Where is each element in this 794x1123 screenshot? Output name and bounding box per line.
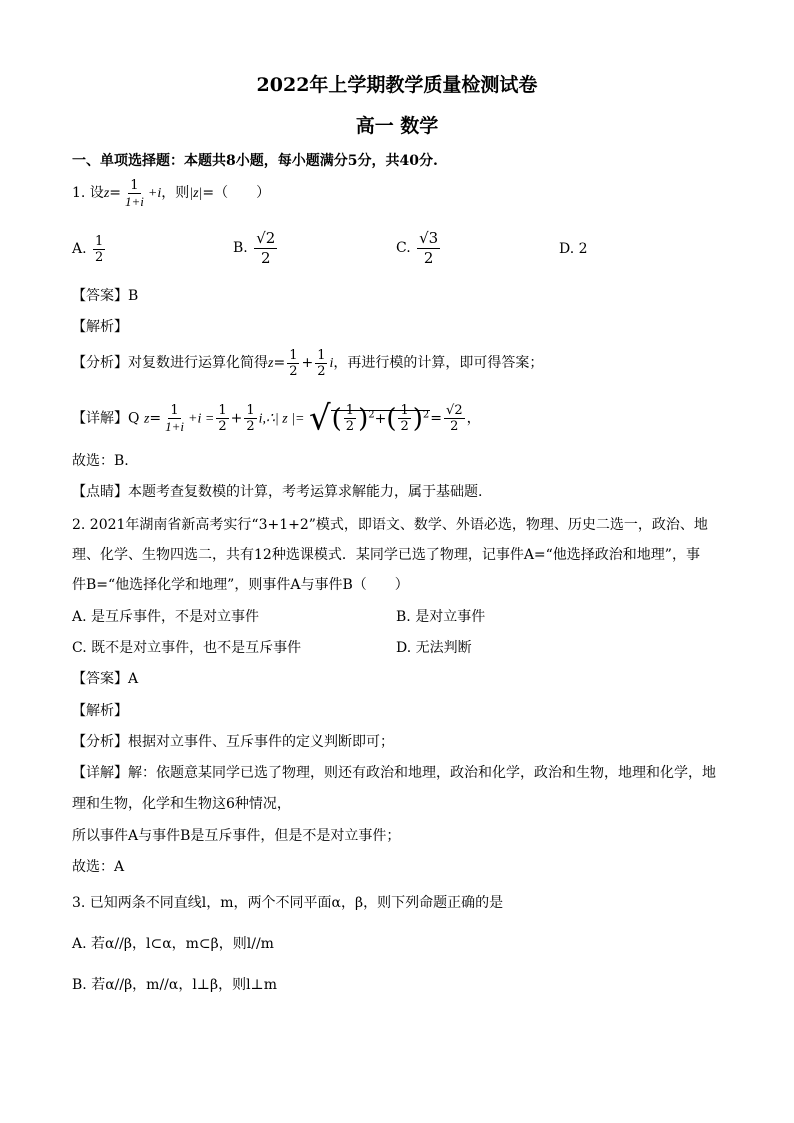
q1-xiangjie-plus: +: [230, 410, 243, 427]
q2-stem-line1: 2. 2021年湖南省新高考实行“3+1+2”模式，即语文、数学、外语必选，物理、历史二选一，政治、地: [72, 517, 708, 533]
q1-var-z: z: [103, 186, 110, 201]
q2-xiangjie-line1: 【详解】解：依题意某同学已选了物理，则还有政治和地理，政治和化学，政治和生物，地理和化学，地: [72, 765, 716, 781]
q1-xiangjie-frac2: [216, 403, 228, 434]
q1-mid: ，则: [161, 185, 190, 201]
q2-choose: 故选：A: [72, 859, 125, 875]
q1-exp-1: 2: [368, 409, 375, 420]
q1-fenxi-frac2-num: 1: [317, 347, 326, 363]
q1-fenxi-frac1-num: 1: [289, 347, 298, 363]
q1-option-b-den: 2: [260, 248, 271, 267]
q1-option-c: [396, 228, 442, 268]
q1-frac-den: 1+i: [125, 193, 144, 209]
q1-fenxi-plus: +: [301, 355, 314, 371]
q2-fenxi: 【分析】根据对立事件、互斥事件的定义判断即可；: [72, 734, 394, 750]
q1-fenxi-i: i: [329, 356, 334, 371]
q1-exp-2: 2: [422, 409, 430, 420]
q1-xiangjie-mid: +i =: [188, 411, 215, 427]
q1-choose: 故选：B.: [72, 453, 129, 469]
q1-xiangjie-frac1: [163, 403, 186, 434]
q2-analysis-head: 【解析】: [72, 703, 128, 719]
q2-option-b: B. 是对立事件: [396, 609, 486, 625]
q1-sqrt-frac2-num: 1: [400, 403, 409, 419]
q1-option-b-num: √2: [256, 228, 276, 247]
q1-xiangjie: [72, 392, 481, 443]
q1-xiangjie-frac1-num: 1: [170, 403, 179, 419]
q1-sqrt-sign: √: [308, 398, 331, 439]
q1-sqrt-frac1: [344, 403, 356, 434]
q1-sqrt-frac2: [398, 403, 410, 434]
q1-fenxi-frac1-den: 2: [289, 363, 298, 379]
q1-eq: =: [109, 185, 121, 201]
q1-rparen-1: ): [358, 403, 369, 434]
exam-title: 2022年上学期教学质量检测试卷: [256, 74, 538, 96]
q1-xiangjie-prefix: 【详解】: [72, 410, 128, 427]
q1-option-a-frac: [93, 234, 105, 265]
q1-sqrt-radicand: [331, 403, 431, 435]
q1-option-a: [72, 232, 107, 266]
q1-option-a-label: A.: [72, 241, 87, 257]
q1-abs: |z|: [189, 186, 203, 201]
q1-option-c-den: 2: [423, 248, 434, 267]
q1-fenxi-frac2: [315, 348, 327, 379]
q1-sqrt-frac2-den: 2: [400, 419, 409, 435]
q1-fraction: [123, 178, 146, 209]
q1-xiangjie-end: ，: [466, 410, 481, 427]
q3-option-a: A. 若α//β，l⊂α，m⊂β，则l//m: [72, 936, 274, 952]
q1-dianjing: 【点睛】本题考查复数模的计算，考考运算求解能力，属于基础题.: [72, 484, 483, 500]
q2-option-d: D. 无法判断: [396, 640, 472, 656]
q1-option-c-num: √3: [419, 228, 439, 247]
q1-prefix: 1. 设: [72, 185, 104, 201]
q1-result-den: 2: [450, 419, 459, 435]
q1-result-num: √2: [446, 403, 463, 419]
section-heading: 一、单项选择题：本题共8小题，每小题满分5分，共40分.: [72, 153, 438, 169]
q1-rparen-2: ): [412, 403, 423, 434]
q1-fenxi-z: z: [268, 356, 274, 371]
q1-xiangjie-frac3: [244, 403, 256, 434]
q1-xiangjie-after: i,∴| z |=: [258, 411, 305, 427]
q1-answer: 【答案】B: [72, 288, 139, 304]
q1-option-b: [233, 228, 279, 268]
q1-option-a-num: 1: [95, 233, 104, 249]
q1-stem: [72, 176, 270, 211]
q1-xiangjie-frac3-num: 1: [246, 403, 255, 419]
q3-stem: 3. 已知两条不同直线l，m，两个不同平面α，β，则下列命题正确的是: [72, 895, 504, 911]
q1-lparen-2: (: [386, 403, 397, 434]
q1-sqrt-plus: +: [374, 410, 387, 427]
q1-xiangjie-z: z: [143, 411, 150, 427]
q1-sqrt-expression: [309, 392, 430, 442]
q1-xiangjie-result: [444, 403, 465, 434]
q1-fenxi-frac2-den: 2: [317, 363, 326, 379]
q1-analysis-head: 【解析】: [72, 319, 128, 335]
exam-subtitle: 高一 数学: [355, 115, 439, 137]
q1-xiangjie-frac2-num: 1: [218, 403, 227, 419]
q1-option-c-label: C.: [396, 240, 411, 256]
q1-xiangjie-eq2: =: [430, 410, 443, 427]
q1-fenxi-tail: ，再进行模的计算，即可得答案；: [333, 355, 544, 371]
q1-option-b-frac: [254, 229, 277, 268]
q1-tail: =（ ）: [202, 185, 271, 201]
q2-xiangjie-line3: 所以事件A与事件B是互斥事件，但是不是对立事件；: [72, 828, 401, 844]
q1-xiangjie-frac1-den: 1+i: [165, 419, 185, 435]
q1-sqrt-frac1-num: 1: [345, 403, 355, 419]
q2-option-a: A. 是互斥事件，不是对立事件: [72, 609, 260, 625]
q2-stem-line2: 理、化学、生物四选二，共有12种选课模式．某同学已选了物理，记事件A=“他选择政治和地理”，事: [72, 547, 700, 563]
q1-xiangjie-eq1: =: [149, 410, 162, 427]
q2-xiangjie-line2: 理和生物，化学和生物这6种情况，: [72, 796, 291, 812]
q1-fenxi-frac1: [287, 348, 299, 379]
q2-answer: 【答案】A: [72, 671, 139, 687]
q1-option-a-den: 2: [95, 249, 104, 265]
q1-option-d: D. 2: [559, 241, 588, 257]
q3-option-b: B. 若α//β，m//α，l⊥β，则l⊥m: [72, 977, 277, 993]
q1-lparen-1: (: [331, 403, 342, 434]
q1-fenxi-eq: =: [273, 355, 286, 371]
q1-option-c-frac: [417, 229, 440, 268]
q1-xiangjie-frac2-den: 2: [218, 419, 227, 435]
q1-plus-i: +i: [147, 186, 162, 201]
q1-sqrt-frac1-den: 2: [345, 419, 355, 435]
q2-option-c: C. 既不是对立事件，也不是互斥事件: [72, 640, 302, 656]
q1-fenxi: [72, 345, 543, 382]
q2-stem-line3: 件B=“他选择化学和地理”，则事件A与事件B（ ）: [72, 577, 409, 593]
q1-frac-num: 1: [130, 177, 139, 193]
q1-because-symbol: Q: [128, 410, 140, 427]
q1-fenxi-prefix: 【分析】对复数进行运算化简得: [72, 355, 268, 371]
q1-xiangjie-frac3-den: 2: [246, 419, 255, 435]
q1-option-b-label: B.: [233, 240, 248, 256]
